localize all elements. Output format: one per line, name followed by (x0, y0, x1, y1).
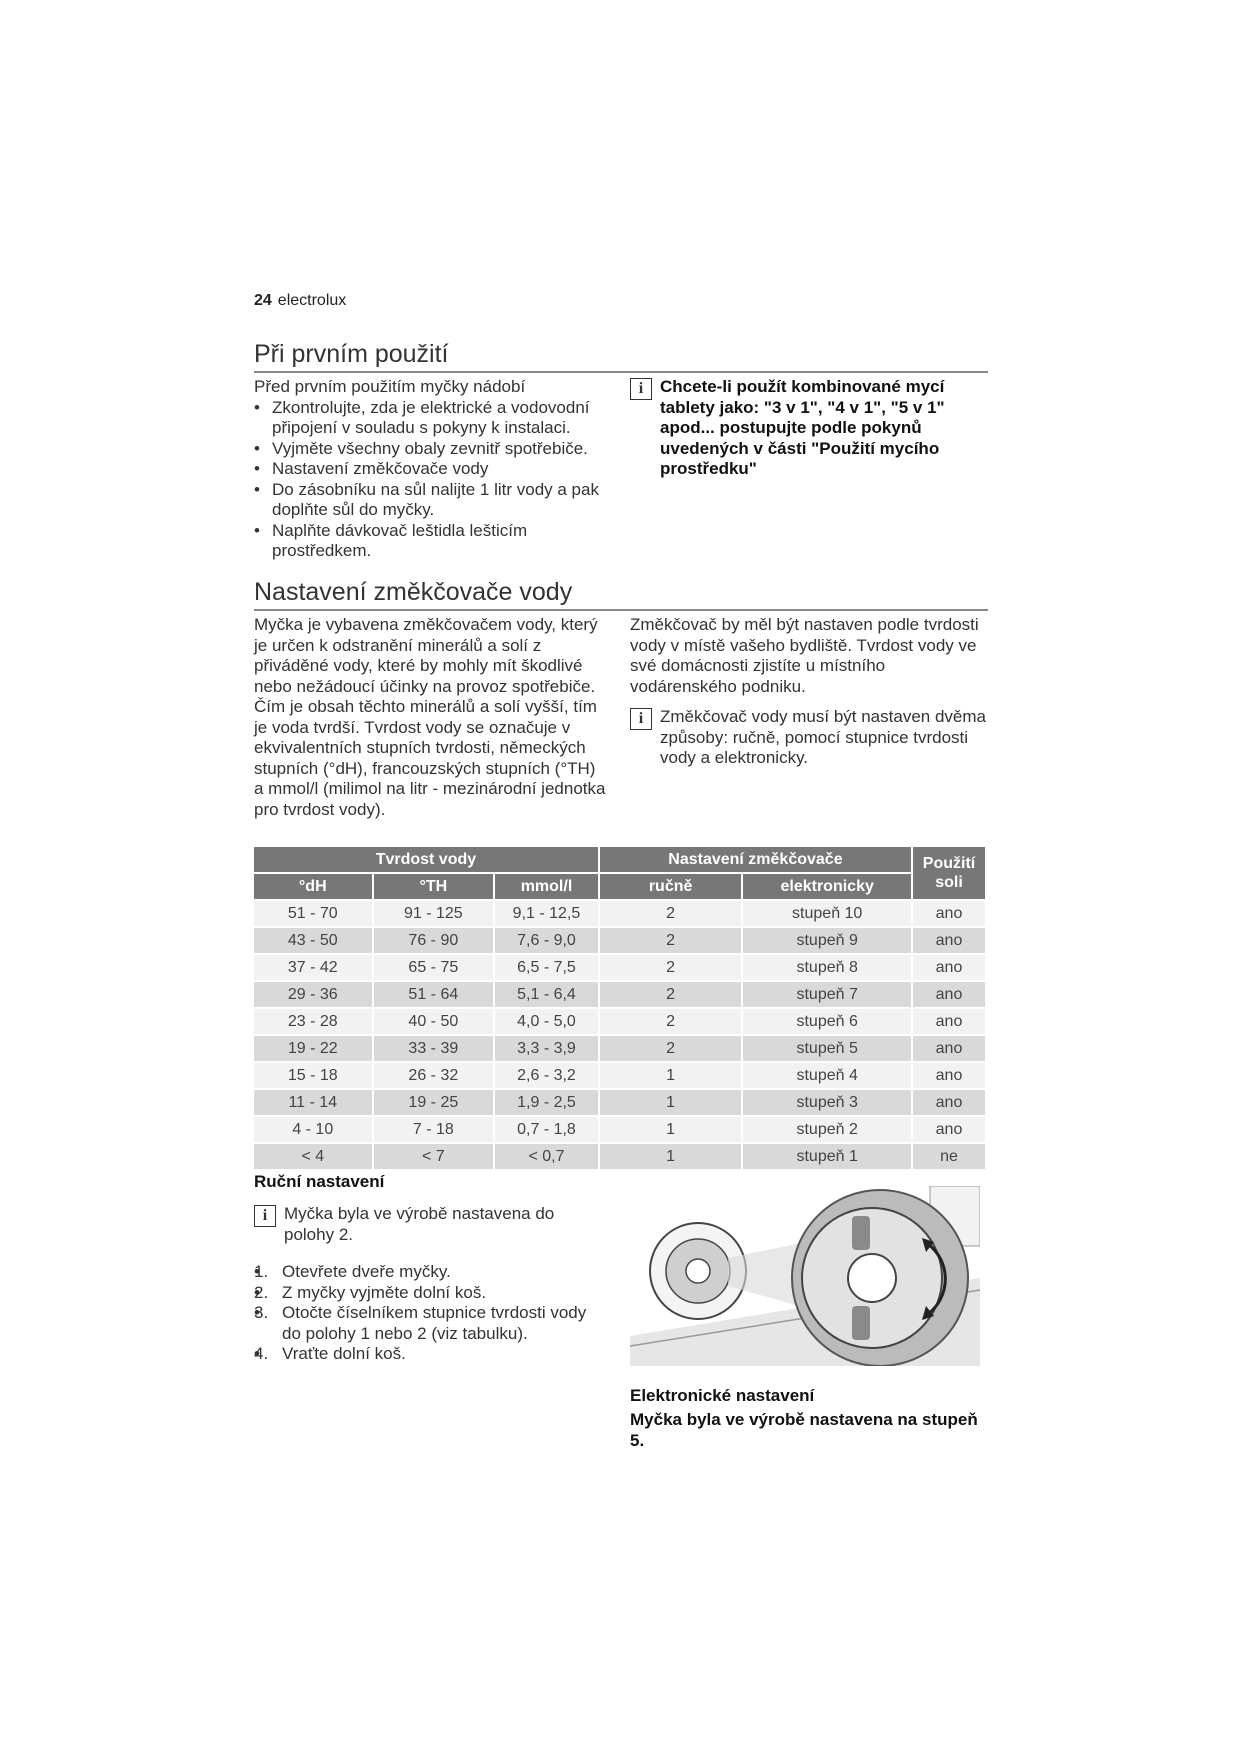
list-item: • Nastavení změkčovače vody (254, 459, 614, 480)
table-cell: 51 - 64 (373, 981, 495, 1008)
list-item: • 1. Otevřete dveře myčky. (254, 1262, 609, 1283)
table-cell: ano (912, 1008, 986, 1035)
table-cell: ne (912, 1143, 986, 1170)
page-number: 24 (254, 292, 272, 309)
table-cell: 29 - 36 (253, 981, 373, 1008)
table-cell: 0,7 - 1,8 (494, 1116, 599, 1143)
table-cell: 7,6 - 9,0 (494, 927, 599, 954)
brand-name: electrolux (277, 292, 347, 309)
table-cell: 2 (599, 927, 743, 954)
table-cell: 65 - 75 (373, 954, 495, 981)
list-item: • Do zásobníku na sůl nalijte 1 litr vody a pak doplňte sůl do myčky. (254, 480, 614, 521)
list-item: • 3. Otočte číselníkem stupnice tvrdosti vody do polohy 1 nebo 2 (viz tabulku). (254, 1303, 609, 1344)
table-cell: stupeň 4 (742, 1062, 912, 1089)
table-cell: 26 - 32 (373, 1062, 495, 1089)
table-cell: 3,3 - 3,9 (494, 1035, 599, 1062)
section-title-softener: Nastavení změkčovače vody (254, 578, 573, 606)
table-cell: 1 (599, 1116, 743, 1143)
table-cell: stupeň 6 (742, 1008, 912, 1035)
table-cell: 76 - 90 (373, 927, 495, 954)
table-cell: stupeň 7 (742, 981, 912, 1008)
table-cell: 1 (599, 1062, 743, 1089)
header-water-hardness: Tvrdost vody (253, 846, 599, 873)
table-cell: < 4 (253, 1143, 373, 1170)
header-manual: ručně (599, 873, 743, 900)
table-cell: 9,1 - 12,5 (494, 900, 599, 927)
table-cell: stupeň 2 (742, 1116, 912, 1143)
first-use-list (254, 398, 614, 562)
info-note-tablets (630, 377, 990, 480)
table-cell: ano (912, 900, 986, 927)
table-cell: 37 - 42 (253, 954, 373, 981)
page-header (254, 292, 346, 310)
header-mmol: mmol/l (494, 873, 599, 900)
header-softener-setting: Nastavení změkčovače (599, 846, 912, 873)
table-cell: 2 (599, 1035, 743, 1062)
table-cell: 19 - 22 (253, 1035, 373, 1062)
electronic-setting-title: Elektronické nastavení (630, 1386, 815, 1405)
info-icon: i (630, 378, 652, 400)
manual-setting-title: Ruční nastavení (254, 1172, 385, 1191)
table-cell: 2 (599, 1008, 743, 1035)
info-note-text: Chcete-li použít kombinované mycí tablety jako: "3 v 1", "4 v 1", "5 v 1" apod... postupujte podle pokynů uvedených v části "Použití mycího prostředku" (660, 377, 945, 478)
info-note-manual (254, 1204, 609, 1245)
table-cell: 51 - 70 (253, 900, 373, 927)
section-title-first-use: Při prvním použití (254, 340, 449, 368)
table-cell: 6,5 - 7,5 (494, 954, 599, 981)
table-cell: 7 - 18 (373, 1116, 495, 1143)
table-row (253, 1062, 986, 1089)
table-cell: ano (912, 1035, 986, 1062)
table-row (253, 927, 986, 954)
table-cell: 43 - 50 (253, 927, 373, 954)
table-cell: 33 - 39 (373, 1035, 495, 1062)
header-th: °TH (373, 873, 495, 900)
table-cell: 1 (599, 1089, 743, 1116)
list-item: • 2. Z myčky vyjměte dolní koš. (254, 1283, 609, 1304)
table-row (253, 954, 986, 981)
softener-text-right (630, 615, 990, 769)
table-cell: 1,9 - 2,5 (494, 1089, 599, 1116)
table-cell: 19 - 25 (373, 1089, 495, 1116)
list-item: • Naplňte dávkovač leštidla lešticím prostředkem. (254, 521, 614, 562)
info-icon: i (254, 1205, 276, 1227)
softener-text-left (254, 615, 609, 820)
table-cell: ano (912, 1062, 986, 1089)
table-cell: stupeň 8 (742, 954, 912, 981)
first-use-text (254, 377, 614, 562)
table-cell: 40 - 50 (373, 1008, 495, 1035)
softener-paragraph-1: Myčka je vybavena změkčovačem vody, který je určen k odstranění minerálů a solí z přiváděné vody, které by mohly mít škodlivé nebo nežádoucí účinky na provoz spotřebiče. (254, 615, 598, 696)
table-cell: 23 - 28 (253, 1008, 373, 1035)
table-cell: ano (912, 954, 986, 981)
table-cell: stupeň 10 (742, 900, 912, 927)
softener-paragraph-2: Čím je obsah těchto minerálů a solí vyšší, tím je voda tvrdší. Tvrdost vody se označuje v ekvivalentních stupních tvrdosti, německých stupních (°dH), francouzských stupních (°TH) a mmol/l (milimol na litr - mezinárodní jednotka pro tvrdost vody). (254, 697, 606, 819)
table-row (253, 1008, 986, 1035)
table-cell: ano (912, 981, 986, 1008)
info-note-text: Myčka byla ve výrobě nastavena do polohy 2. (284, 1204, 555, 1244)
table-cell: 11 - 14 (253, 1089, 373, 1116)
table-cell: ano (912, 1116, 986, 1143)
table-cell: stupeň 9 (742, 927, 912, 954)
info-note-text: Změkčovač vody musí být nastaven dvěma způsoby: ručně, pomocí stupnice tvrdosti vody a elektronicky. (660, 707, 986, 767)
table-row (253, 1116, 986, 1143)
table-row (253, 1035, 986, 1062)
info-note-softener (630, 707, 990, 769)
table-cell: 5,1 - 6,4 (494, 981, 599, 1008)
first-use-intro: Před prvním použitím myčky nádobí (254, 377, 526, 396)
header-salt-use: Použití soli (912, 846, 986, 900)
table-cell: stupeň 1 (742, 1143, 912, 1170)
table-body (253, 900, 986, 1170)
divider (254, 371, 988, 373)
header-dh: °dH (253, 873, 373, 900)
table-cell: < 0,7 (494, 1143, 599, 1170)
softener-dial-illustration (630, 1186, 980, 1366)
table-cell: 1 (599, 1143, 743, 1170)
table-row (253, 900, 986, 927)
list-item: • Vyjměte všechny obaly zevnitř spotřebiče. (254, 439, 614, 460)
list-item: • 4. Vraťte dolní koš. (254, 1344, 609, 1365)
table-cell: 2 (599, 954, 743, 981)
table-cell: 91 - 125 (373, 900, 495, 927)
table-cell: 15 - 18 (253, 1062, 373, 1089)
softener-paragraph-3: Změkčovač by měl být nastaven podle tvrdosti vody v místě vašeho bydliště. Tvrdost vody ve své domácnosti zjistíte u místního vodárenského podniku. (630, 615, 979, 696)
divider (254, 609, 988, 611)
table-cell: 2,6 - 3,2 (494, 1062, 599, 1089)
table-row (253, 981, 986, 1008)
table-cell: 2 (599, 981, 743, 1008)
table-cell: ano (912, 1089, 986, 1116)
table-cell: stupeň 5 (742, 1035, 912, 1062)
table-row (253, 1089, 986, 1116)
table-cell: ano (912, 927, 986, 954)
electronic-setting-text: Myčka byla ve výrobě nastavena na stupeň 5. (630, 1410, 978, 1450)
table-cell: < 7 (373, 1143, 495, 1170)
header-electronic: elektronicky (742, 873, 912, 900)
manual-steps (254, 1262, 609, 1365)
table-cell: stupeň 3 (742, 1089, 912, 1116)
table-cell: 4 - 10 (253, 1116, 373, 1143)
water-hardness-table (252, 845, 987, 1171)
info-icon: i (630, 708, 652, 730)
table-cell: 2 (599, 900, 743, 927)
table-row (253, 1143, 986, 1170)
steps-list (254, 1262, 609, 1365)
list-item: • Zkontrolujte, zda je elektrické a vodovodní připojení v souladu s pokyny k instalaci. (254, 398, 614, 439)
table-cell: 4,0 - 5,0 (494, 1008, 599, 1035)
